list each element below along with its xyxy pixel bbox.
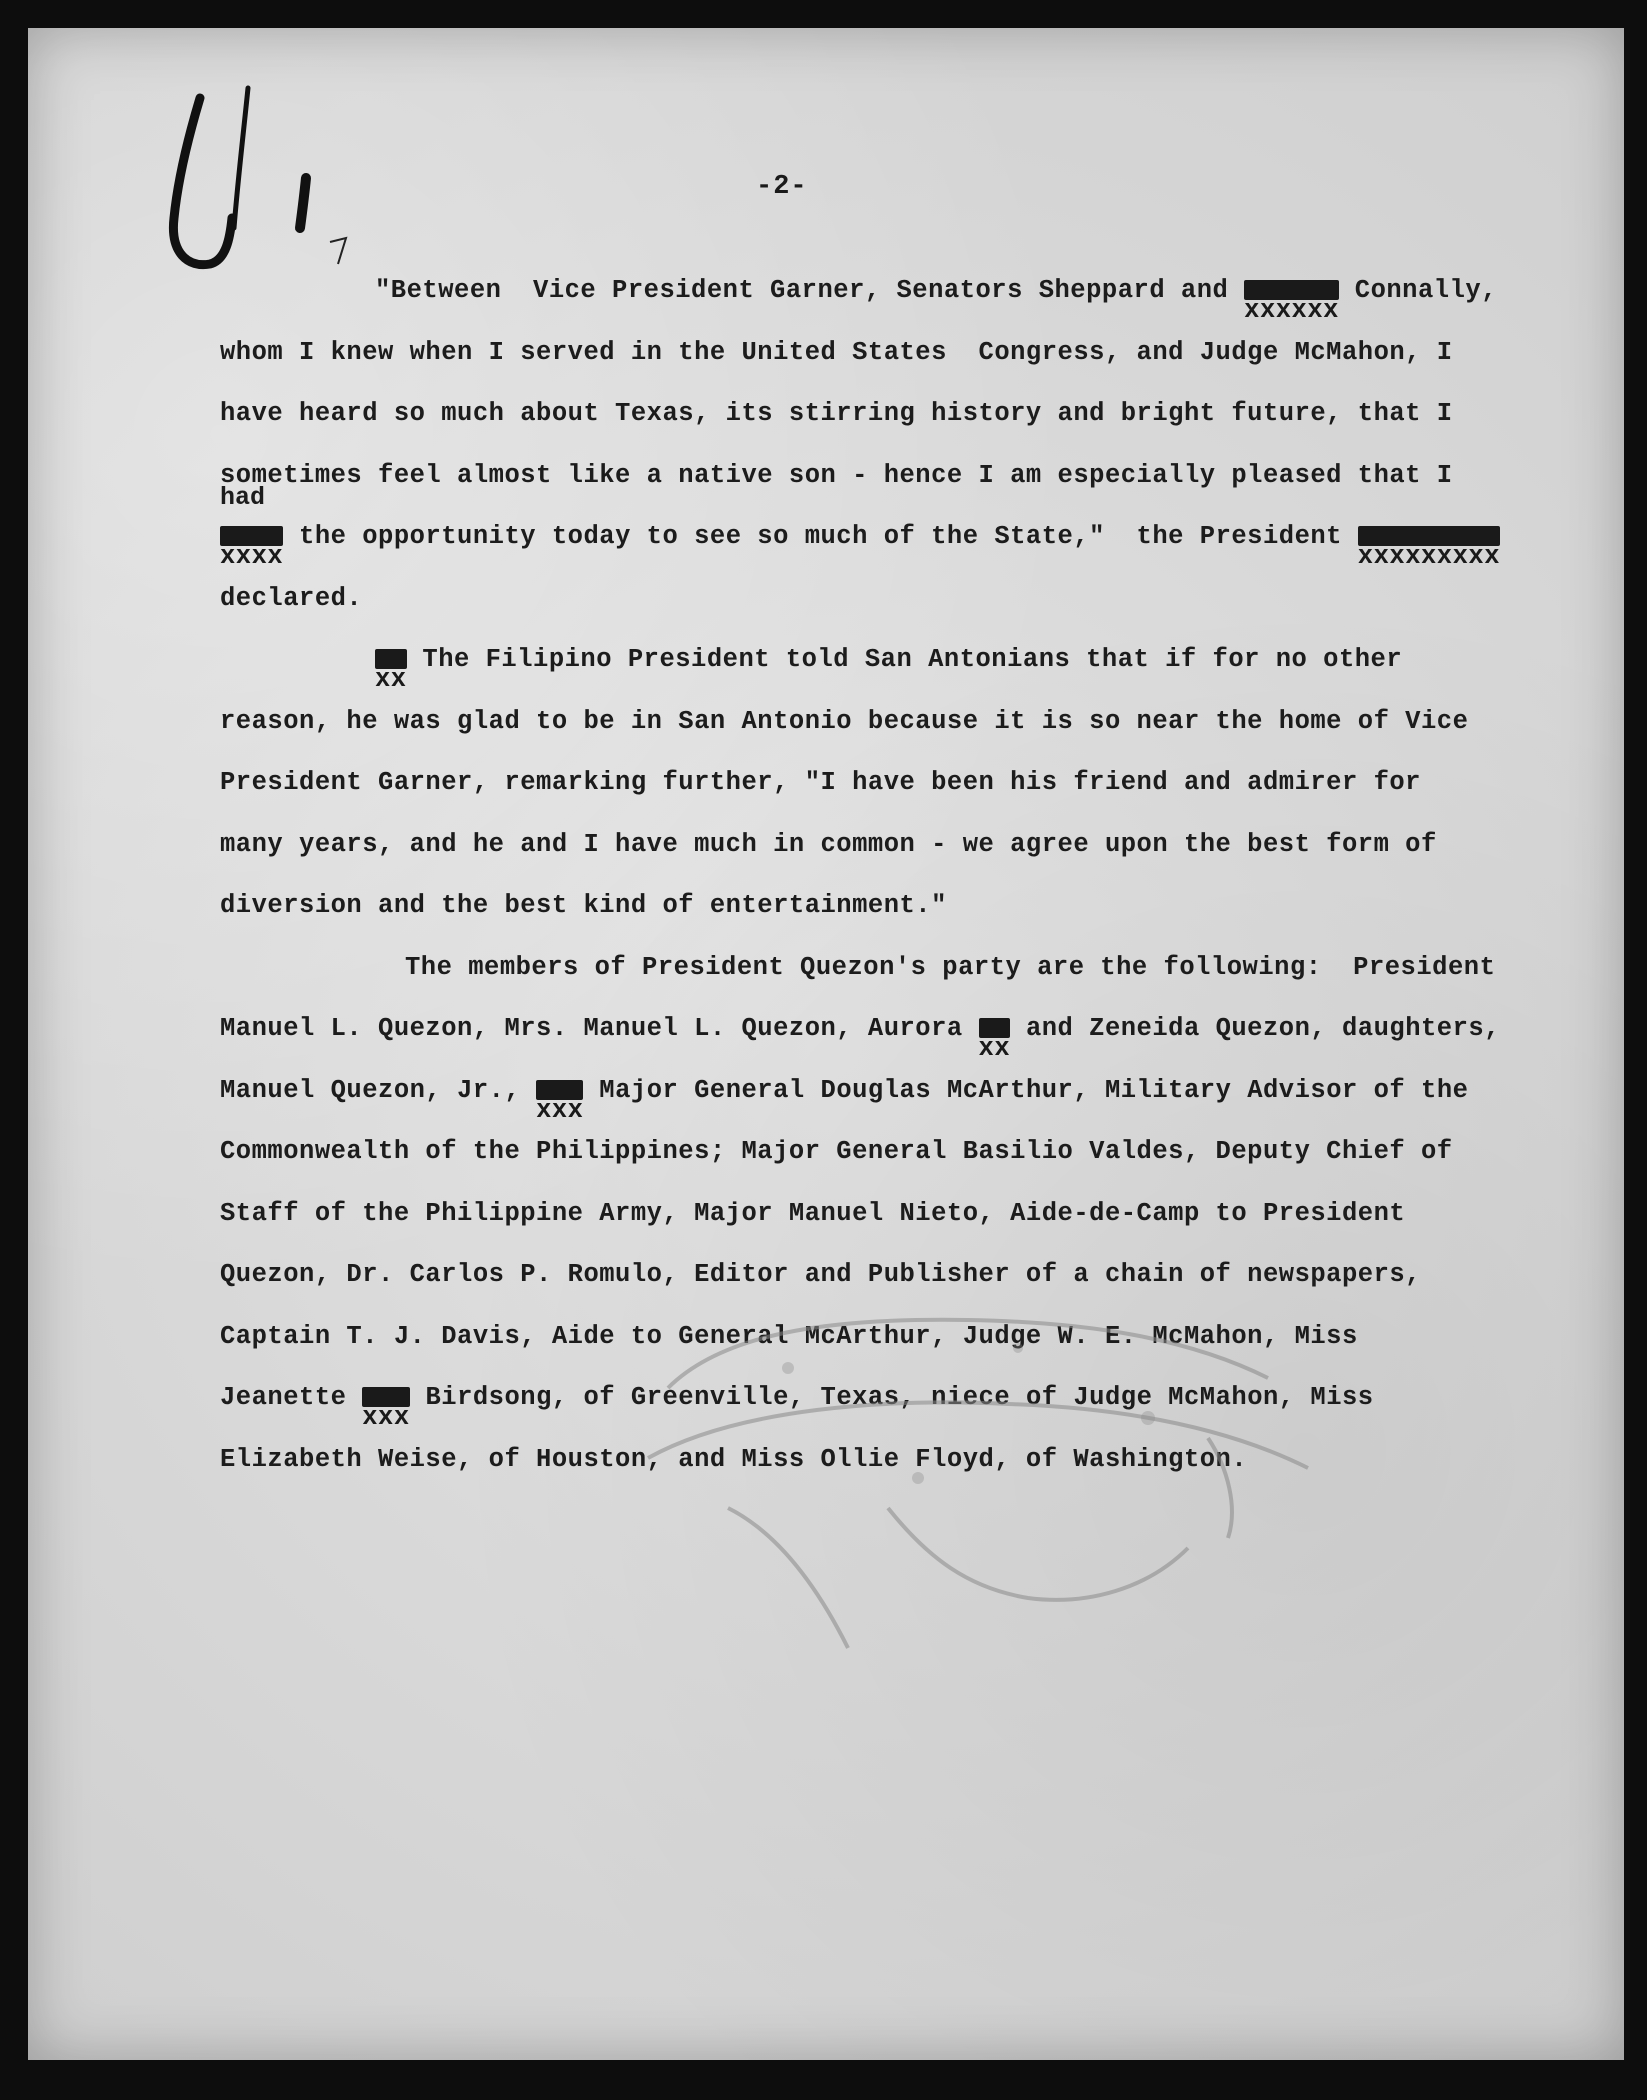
line-text: Quezon, Dr. Carlos P. Romulo, Editor and Publisher of a chain of newspapers, xyxy=(220,1260,1421,1289)
line-text: whom I knew when I served in the United States Congress, and Judge McMahon, I xyxy=(220,337,1453,367)
text-line xyxy=(220,937,1520,999)
line-text: Commonwealth of the Philippines; Major General Basilio Valdes, Deputy Chief of xyxy=(220,1137,1453,1166)
line-text: Jeanette xyxy=(220,1383,363,1412)
faded-stamp xyxy=(588,1208,1348,1668)
line-text-continued: and Zeneida Quezon, daughters, xyxy=(1010,1014,1501,1043)
page-number: -2- xyxy=(756,172,808,202)
text-line xyxy=(220,629,1520,695)
line-text-continued: The Filipino President told San Antonians that if for no other xyxy=(406,645,1403,674)
line-text: The members of President Quezon's party are the following: President xyxy=(405,952,1496,982)
document-page xyxy=(28,28,1624,2060)
line-text: Manuel Quezon, Jr., xyxy=(220,1075,537,1105)
line-text-continued: Connally, xyxy=(1338,276,1497,305)
struck-out-text: xxxxxx xyxy=(1244,280,1339,300)
text-line xyxy=(220,1060,1520,1125)
struck-out-text: xx xyxy=(375,649,407,669)
text-line xyxy=(220,814,1520,876)
struck-out-text: xxxxxxxxx xyxy=(1358,526,1500,546)
text-line xyxy=(220,752,1520,814)
struck-out-text: xxx xyxy=(362,1387,409,1407)
text-line xyxy=(220,875,1520,937)
line-text: Manuel L. Quezon, Mrs. Manuel L. Quezon, Aurora xyxy=(220,1014,979,1043)
line-text: have heard so much about Texas, its stirring history and bright future, that I xyxy=(220,399,1453,428)
line-text: diversion and the best kind of entertainment." xyxy=(220,891,947,920)
text-line xyxy=(220,383,1520,445)
line-text: many years, and he and I have much in common - we agree upon the best form of xyxy=(220,829,1437,859)
line-text: Staff of the Philippine Army, Major Manuel Nieto, Aide-de-Camp to President xyxy=(220,1198,1406,1228)
text-line xyxy=(220,445,1520,507)
line-text-continued: Birdsong, of Greenville, Texas, niece of Judge McMahon, Miss xyxy=(409,1383,1374,1412)
line-text-continued: the opportunity today to see so much of the State," the President xyxy=(283,522,1358,551)
struck-out-text: xxx xyxy=(536,1080,583,1100)
line-text-continued: Major General Douglas McArthur, Military Advisor of the xyxy=(583,1075,1469,1105)
text-line xyxy=(220,322,1520,384)
struck-out-text: xxxx xyxy=(220,526,283,546)
line-text: declared. xyxy=(220,583,363,613)
handwritten-insertion: had xyxy=(220,483,266,512)
struck-out-text: xx xyxy=(979,1018,1011,1038)
text-line xyxy=(220,691,1520,753)
line-text: reason, he was glad to be in San Antonio because it is so near the home of Vice xyxy=(220,706,1469,736)
text-line xyxy=(220,260,1520,326)
text-line xyxy=(220,998,1520,1064)
line-text: Elizabeth Weise, of Houston, and Miss Ollie Floyd, of Washington. xyxy=(220,1444,1248,1474)
text-line xyxy=(220,568,1520,630)
line-text: sometimes feel almost like a native son - hence I am especially pleased that I xyxy=(220,460,1453,490)
line-text: "Between Vice President Garner, Senators Sheppard and xyxy=(375,276,1245,305)
text-line xyxy=(220,506,1520,572)
text-line xyxy=(220,1121,1520,1183)
line-text: Captain T. J. Davis, Aide to General McArthur, Judge W. E. McMahon, Miss xyxy=(220,1321,1358,1351)
line-text: President Garner, remarking further, "I have been his friend and admirer for xyxy=(220,768,1421,797)
